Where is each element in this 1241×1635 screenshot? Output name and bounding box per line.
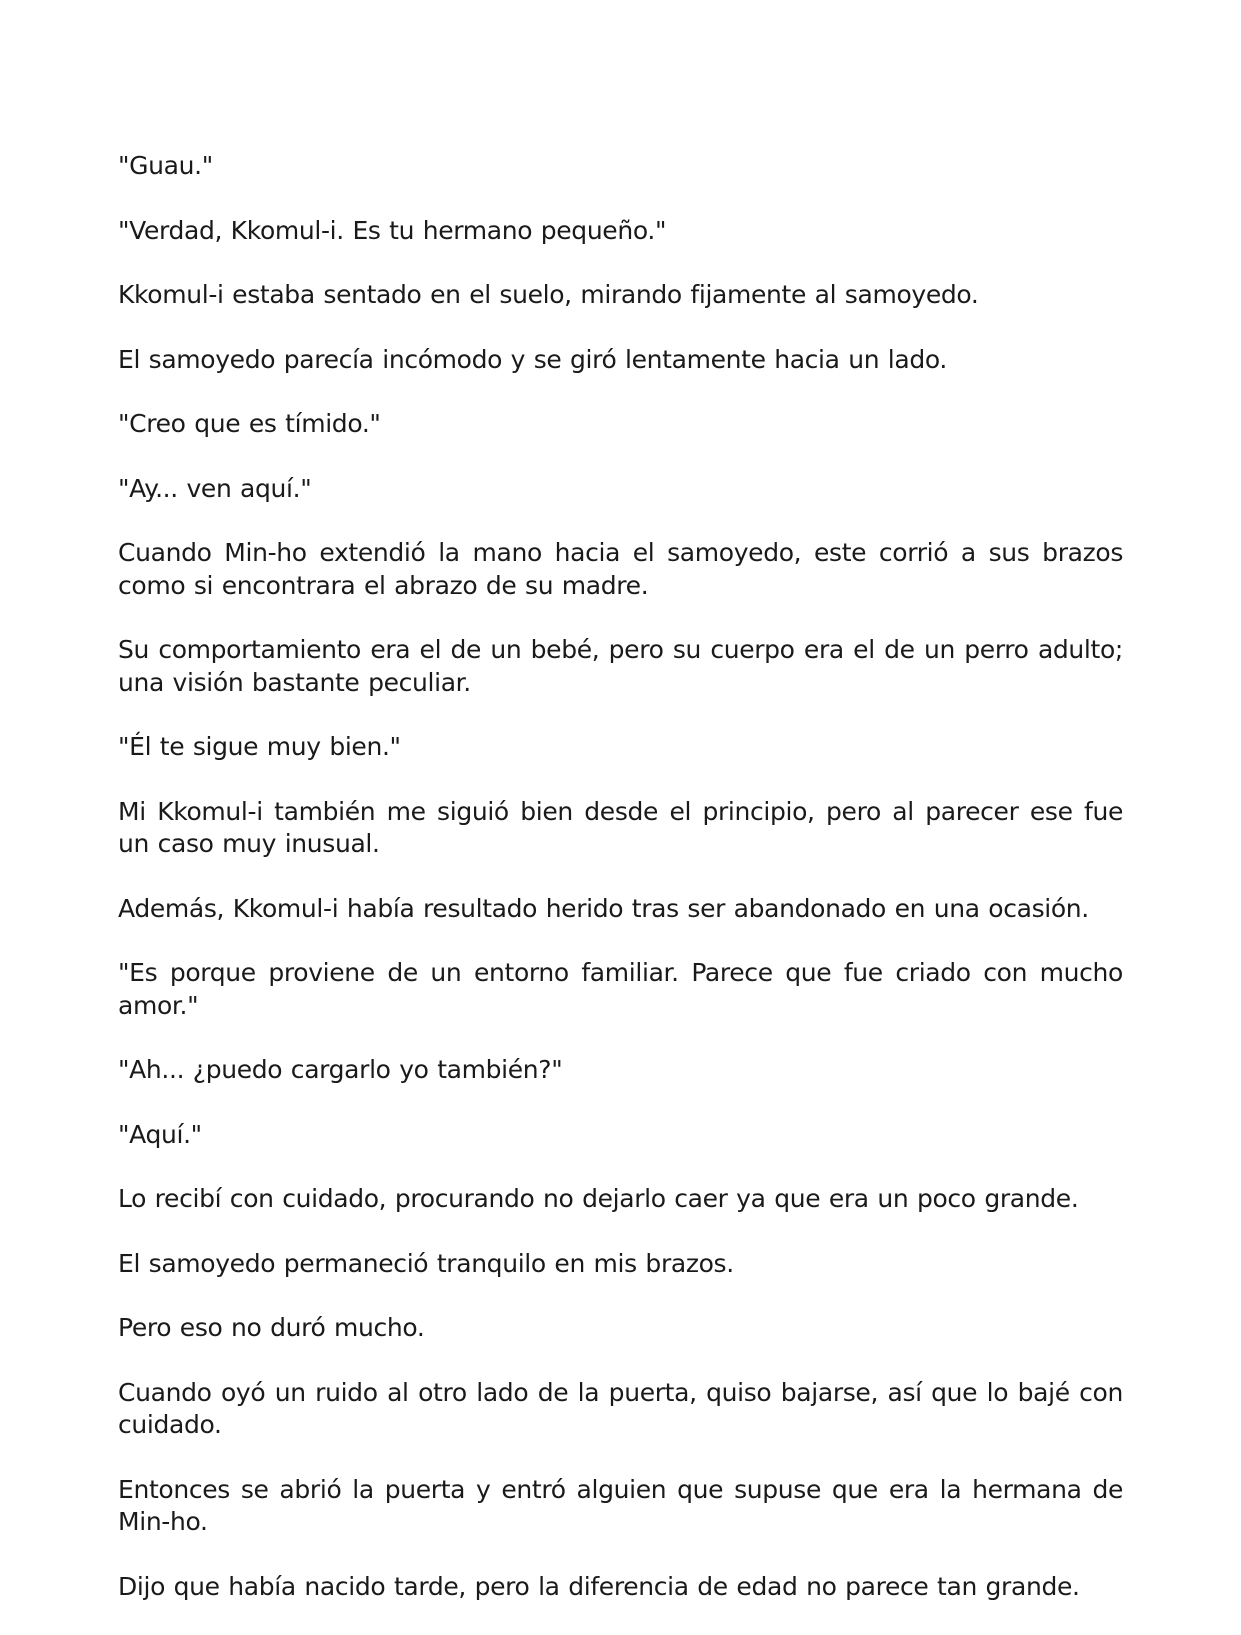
paragraph: "Verdad, Kkomul-i. Es tu hermano pequeño." — [118, 215, 667, 245]
paragraph: Dijo que había nacido tarde, pero la diferencia de edad no parece tan grande. — [118, 1571, 1080, 1601]
paragraph: Entonces se abrió la puerta y entró alguien que supuse que era la hermana de Min-ho. — [118, 1474, 1123, 1536]
paragraph: El samoyedo permaneció tranquilo en mis brazos. — [118, 1248, 734, 1278]
paragraph: "Ah... ¿puedo cargarlo yo también?" — [118, 1055, 563, 1084]
paragraph: Kkomul-i estaba sentado en el suelo, mirando fijamente al samoyedo. — [118, 280, 979, 309]
paragraph: El samoyedo parecía incómodo y se giró lentamente hacia un lado. — [118, 344, 947, 374]
paragraph: "Creo que es tímido." — [118, 409, 381, 438]
paragraph: Cuando Min-ho extendió la mano hacia el samoyedo, este corrió a sus brazos como si encontrara el abrazo de su madre. — [118, 538, 1123, 600]
paragraph: Cuando oyó un ruido al otro lado de la puerta, quiso bajarse, así que lo bajé con cuidado. — [118, 1377, 1123, 1439]
paragraph: "Es porque proviene de un entorno familiar. Parece que fue criado con mucho amor." — [118, 958, 1123, 1020]
paragraph: Además, Kkomul-i había resultado herido tras ser abandonado en una ocasión. — [118, 893, 1089, 923]
paragraph: Mi Kkomul-i también me siguió bien desde el principio, pero al parecer ese fue un caso muy inusual. — [118, 796, 1123, 858]
paragraph: Su comportamiento era el de un bebé, pero su cuerpo era el de un perro adulto; una visión bastante peculiar. — [118, 635, 1123, 697]
paragraph: Pero eso no duró mucho. — [118, 1313, 425, 1342]
document-page — [118, 150, 1123, 1635]
paragraph: "Ay... ven aquí." — [118, 473, 312, 503]
paragraph: "Él te sigue muy bien." — [118, 732, 401, 761]
paragraph: Lo recibí con cuidado, procurando no dejarlo caer ya que era un poco grande. — [118, 1184, 1079, 1213]
paragraph: "Aquí." — [118, 1119, 202, 1149]
paragraph: "Guau." — [118, 151, 213, 180]
